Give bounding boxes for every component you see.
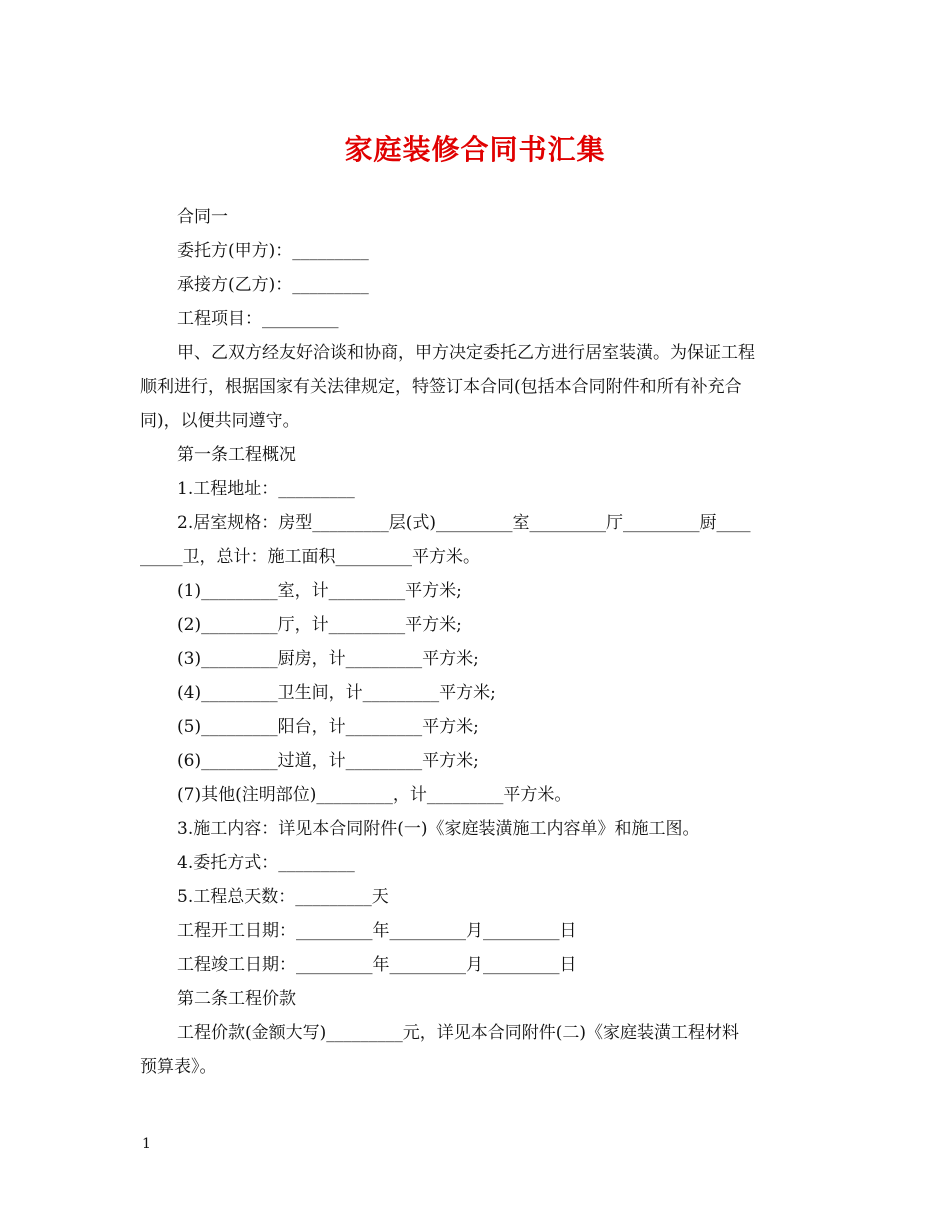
page-number: 1	[142, 1136, 151, 1152]
text-line: 承接方(乙方)：_________	[177, 275, 369, 295]
text-line: 4.委托方式：_________	[177, 853, 355, 873]
text-line: 合同一	[177, 207, 228, 227]
text-line: (7)其他(注明部位)_________，计_________平方米。	[177, 785, 572, 805]
text-line: 第二条工程价款	[177, 989, 296, 1009]
text-line: 工程项目：_________	[177, 309, 339, 329]
text-line: (1)_________室，计_________平方米;	[177, 581, 462, 601]
text-line: 预算表》。	[140, 1057, 217, 1077]
text-line: (2)_________厅，计_________平方米;	[177, 615, 462, 635]
document-body	[140, 200, 812, 1084]
text-line: 委托方(甲方)：_________	[177, 241, 369, 261]
text-line: 1.工程地址：_________	[177, 479, 355, 499]
text-line: 第一条工程概况	[177, 445, 296, 465]
text-line: 甲、乙双方经友好洽谈和协商，甲方决定委托乙方进行居室装潢。为保证工程	[177, 343, 755, 363]
text-line: 工程竣工日期：_________年_________月_________日	[177, 955, 577, 975]
text-line: (6)_________过道，计_________平方米;	[177, 751, 479, 771]
text-line: 同)，以便共同遵守。	[140, 411, 300, 431]
text-line: 工程开工日期：_________年_________月_________日	[177, 921, 577, 941]
text-line: 工程价款(金额大写)_________元，详见本合同附件(二)《家庭装潢工程材料	[177, 1023, 740, 1043]
text-line: (4)_________卫生间，计_________平方米;	[177, 683, 496, 703]
document-title: 家庭装修合同书汇集	[344, 133, 606, 166]
text-line: (5)_________阳台，计_________平方米;	[177, 717, 479, 737]
text-line: (3)_________厨房，计_________平方米;	[177, 649, 479, 669]
text-line: 2.居室规格：房型_________层(式)_________室_________厅_________厨____	[177, 513, 751, 533]
text-line: 顺利进行，根据国家有关法律规定，特签订本合同(包括本合同附件和所有补充合	[140, 377, 742, 397]
text-line: 5.工程总天数：_________天	[177, 887, 389, 907]
text-line: _____卫，总计：施工面积_________平方米。	[140, 547, 480, 567]
text-line: 3.施工内容：详见本合同附件(一)《家庭装潢施工内容单》和施工图。	[177, 819, 700, 839]
